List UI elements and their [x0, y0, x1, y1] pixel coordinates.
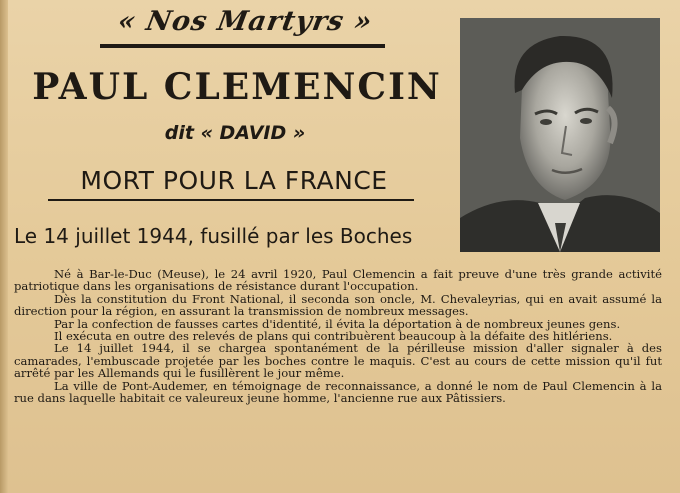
portrait-photo: [460, 18, 660, 252]
paragraph: Né à Bar-le-Duc (Meuse), le 24 avril 1920, Paul Clemencin a fait preuve d'une très grande activité patriotique dans les organisations de résistance durant l'occupation.: [14, 267, 662, 294]
paragraph: Dès la constitution du Front National, il seconda son oncle, M. Chevaleyrias, qui en avait assumé la direction pour la région, en assurant la transmission de nombreux messages.: [14, 291, 662, 319]
section-heading: « Nos Martyrs »: [115, 6, 376, 37]
subheading: Le 14 juillet 1944, fusillé par les Boches: [14, 224, 413, 248]
person-name: PAUL CLEMENCIN: [32, 66, 442, 108]
status-title: MORT POUR LA FRANCE: [80, 166, 388, 195]
paragraph: La ville de Pont-Audemer, en témoignage de reconnaissance, a donné le nom de Paul Clemencin à la rue dans laquelle habitait ce valeureux jeune homme, l'ancienne rue aux Pâtissiers.: [14, 378, 662, 406]
person-alias: dit « DAVID »: [164, 122, 306, 144]
paragraph: Le 14 juillet 1944, il se chargea spontanément de la périlleuse mission d'aller signaler à des camarades, l'embuscade projetée par les boches contre le maquis. C'est au cours de cette mission qu'il fut arrêté par les Allemands qui le fusillèrent le jour même.: [14, 341, 662, 381]
paragraph: Par la confection de fausses cartes d'identité, il évita la déportation à de nombreux jeunes gens.: [54, 316, 621, 331]
portrait-icon: [460, 18, 660, 252]
status-underline: [48, 199, 414, 201]
article-body: [14, 268, 662, 404]
heading-underline: [100, 44, 385, 48]
paragraph: Il exécuta en outre des relevés de plans qui contribuèrent beaucoup à la défaite des hitlériens.: [54, 329, 613, 344]
paper-edge: [0, 0, 8, 493]
